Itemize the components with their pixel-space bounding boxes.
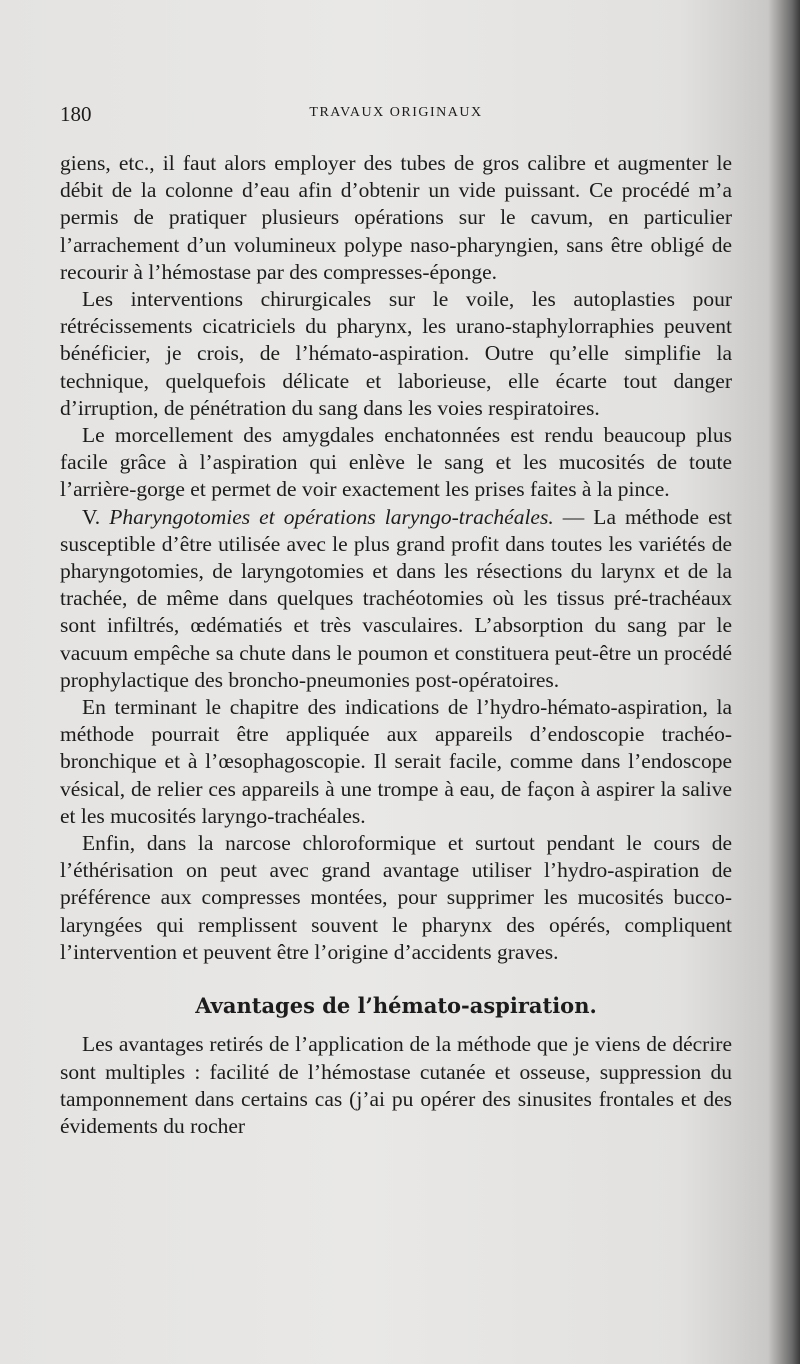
section-title: Pharyngotomies et opérations laryngo-trachéales.: [109, 504, 554, 529]
paragraph-6: Enfin, dans la narcose chloroformique et surtout pendant le cours de l’éthérisation on peut avec grand avantage utiliser l’hydro-aspiration de préférence aux compresses montées, pour supprimer les mucosités bucco-laryngées qui remplissent souvent le pharynx des opérés, compliquent l’intervention et peuvent être l’origine d’accidents graves.: [60, 831, 732, 964]
body-text: [60, 150, 732, 1140]
paragraph-7: Les avantages retirés de l’application de la méthode que je viens de décrire sont multiples : facilité de l’hémostase cutanée et osseuse, suppression du tamponnement dans certains cas (j’ai pu opérer des sinusites frontales et des évidements du rocher: [60, 1032, 732, 1138]
section-heading: Avantages de l’hémato-aspiration.: [195, 993, 597, 1019]
paragraph-3: Le morcellement des amygdales enchatonnées est rendu beaucoup plus facile grâce à l’aspiration qui enlève le sang et les mucosités de toute l’arrière-gorge et permet de voir exactement les prises faites à la pince.: [60, 423, 732, 502]
section-number: V.: [82, 504, 110, 529]
paragraph-4: [60, 504, 732, 694]
page-number: 180: [60, 102, 92, 126]
paragraph-5: En terminant le chapitre des indications de l’hydro-hémato-aspiration, la méthode pourrait être appliquée aux appareils d’endoscopie trachéo-bronchique et à l’œsophagoscopie. Il serait facile, comme dans l’endoscope vésical, de relier ces appareils à une trompe à eau, de façon à aspirer la salive et les mucosités laryngo-trachéales.: [60, 695, 732, 828]
page-header: [60, 102, 732, 132]
paragraph-1: giens, etc., il faut alors employer des tubes de gros calibre et augmenter le débit de la colonne d’eau afin d’obtenir un vide puissant. Ce procédé m’a permis de pratiquer plusieurs opérations sur le cavum, en particulier l’arrachement d’un volumineux polype naso-pharyngien, sans être obligé de recourir à l’hémostase par des compresses-éponge.: [60, 151, 732, 284]
running-title: TRAVAUX ORIGINAUX: [309, 105, 483, 120]
paragraph-4-text: — La méthode est susceptible d’être utilisée avec le plus grand profit dans toutes les variétés de pharyngotomies, de laryngotomies et dans les résections du larynx et de la trachée, de même dans quelques trachéotomies où les tissus pré-trachéaux sont infiltrés, œdématiés et très vasculaires. L’absorption du sang par le vacuum empêche sa chute dans le poumon et constituera peut-être un procédé prophylactique des broncho-pneumonies post-opératoires.: [60, 504, 732, 692]
paragraph-2: Les interventions chirurgicales sur le voile, les autoplasties pour rétrécissements cicatriciels du pharynx, les urano-staphylorraphies peuvent bénéficier, je crois, de l’hémato-aspiration. Outre qu’elle simplifie la technique, quelquefois délicate et laborieuse, elle écarte tout danger d’irruption, de pénétration du sang dans les voies respiratoires.: [60, 287, 732, 420]
